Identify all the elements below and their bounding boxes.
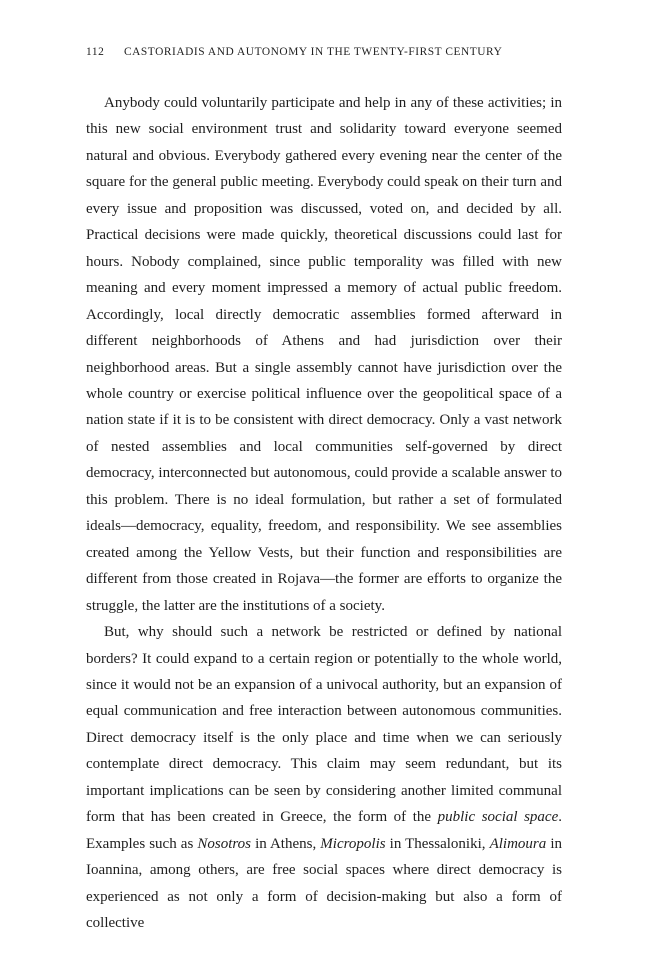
- text-run: But, why should such a network be restricted or defined by national borders? It could expand to a certain region or potentially to the whole world, since it would not be an expansion of a univocal authority, but an expansion of equal communication and free interaction between autonomous communities. Direct democracy itself is the only place and time when we can seriously contemplate direct democracy. This claim may seem redundant, but its important implications can be seen by considering another limited communal form that has been created in Greece, the form of the: [86, 624, 562, 826]
- book-page: [86, 44, 562, 937]
- text-run: in Ioannina, among others, are free social spaces where direct democracy is experienced as not only a form of decision-making but also a form of collective: [86, 835, 563, 932]
- italic-text-run: Nosotros: [197, 835, 251, 852]
- text-run: in Athens,: [251, 835, 321, 852]
- text-run: Anybody could voluntarily participate and help in any of these activities; in this new social environment trust and solidarity toward everyone seemed natural and obvious. Everybody gathered every evening near the center of the square for the general public meeting. Everybody could speak on their turn and every issue and proposition was discussed, voted on, and decided by all. Practical decisions were made quickly, theoretical discussions could last for hours. Nobody complained, since public temporality was filled with new meaning and every moment impressed a memory of actual public freedom. Accordingly, local directly democratic assemblies formed afterward in different neighborhoods of Athens and had jurisdiction over their neighborhood areas. But a single assembly cannot have jurisdiction over the whole country or exercise political influence over the geopolitical space of a nation state if it is to be consistent with direct democracy. Only a vast network of nested assemblies and local communities self-governed by direct democracy, interconnected but autonomous, could provide a scalable answer to this problem. There is no ideal formulation, but rather a set of formulated ideals—democracy, equality, freedom, and responsibility. We see assemblies created among the Yellow Vests, but their function and responsibilities are different from those created in Rojava—the former are efforts to organize the struggle, the latter are the institutions of a society.: [86, 95, 562, 614]
- paragraph-1: [86, 90, 562, 619]
- running-header: [86, 44, 562, 60]
- paragraph-2: [86, 619, 562, 936]
- italic-text-run: Micropolis: [320, 835, 386, 852]
- text-run: . Examples such as: [86, 809, 562, 852]
- page-number: 112: [86, 46, 105, 58]
- text-run: in Thessaloniki,: [385, 835, 490, 852]
- italic-text-run: public social space: [437, 809, 559, 826]
- body-text: [86, 90, 562, 937]
- running-title: CASTORIADIS AND AUTONOMY IN THE TWENTY-FIRST CENTURY: [124, 46, 503, 58]
- italic-text-run: Alimoura: [489, 835, 547, 852]
